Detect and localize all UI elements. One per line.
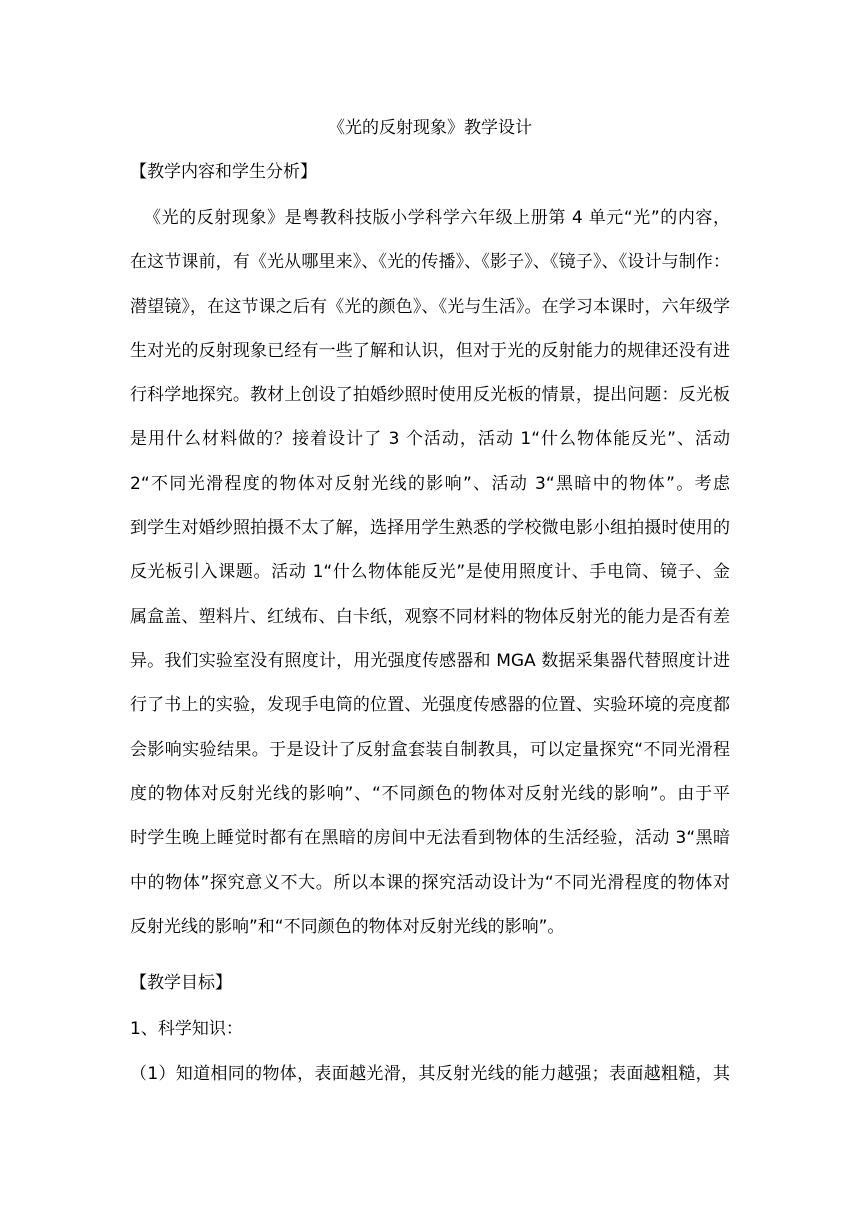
paragraph-line: 是用什么材料做的？接着设计了 3 个活动，活动 1“什么物体能反光”、活动 <box>130 429 730 449</box>
paragraph-line: 会影响实验结果。于是设计了反射盒套装自制教具，可以定量探究“不同光滑程 <box>130 740 730 760</box>
section-heading-teaching-goals: 【教学目标】 <box>130 973 232 993</box>
paragraph-line: 反光板引入课题。活动 1“什么物体能反光”是使用照度计、手电筒、镜子、金 <box>130 562 730 582</box>
paragraph-line: 行科学地探究。教材上创设了拍婚纱照时使用反光板的情景，提出问题：反光板 <box>130 385 730 405</box>
paragraph-line: 2“不同光滑程度的物体对反射光线的影响”、活动 3“黑暗中的物体”。考虑 <box>130 474 730 494</box>
list-subitem-1: （1）知道相同的物体，表面越光滑，其反射光线的能力越强；表面越粗糙，其 <box>130 1064 730 1084</box>
paragraph-line: 生对光的反射现象已经有一些了解和认识，但对于光的反射能力的规律还没有进 <box>130 341 730 361</box>
paragraph-line: 反射光线的影响”和“不同颜色的物体对反射光线的影响”。 <box>130 917 565 937</box>
paragraph-line: 属盒盖、塑料片、红绒布、白卡纸，观察不同材料的物体反射光的能力是否有差 <box>130 607 730 627</box>
paragraph-line: 潜望镜》，在这节课之后有《光的颜色》、《光与生活》。在学习本课时，六年级学 <box>130 297 730 317</box>
section-heading-content-analysis: 【教学内容和学生分析】 <box>130 162 317 182</box>
paragraph-line: 在这节课前，有《光从哪里来》、《光的传播》、《影子》、《镜子》、《设计与制作： <box>130 252 730 272</box>
paragraph-line: 《光的反射现象》是粤教科技版小学科学六年级上册第 4 单元“光”的内容， <box>144 208 730 228</box>
paragraph-line: 异。我们实验室没有照度计，用光强度传感器和 MGA 数据采集器代替照度计进 <box>130 651 730 671</box>
document-title: 《光的反射现象》教学设计 <box>328 118 532 138</box>
paragraph-line: 中的物体”探究意义不大。所以本课的探究活动设计为“不同光滑程度的物体对 <box>130 873 730 893</box>
paragraph-line: 行了书上的实验，发现手电筒的位置、光强度传感器的位置、实验环境的亮度都 <box>130 695 730 715</box>
paragraph-line: 时学生晚上睡觉时都有在黑暗的房间中无法看到物体的生活经验，活动 3“黑暗 <box>130 828 730 848</box>
paragraph-line: 度的物体对反射光线的影响”、“不同颜色的物体对反射光线的影响”。由于平 <box>130 784 730 804</box>
paragraph-line: 到学生对婚纱照拍摄不太了解，选择用学生熟悉的学校微电影小组拍摄时使用的 <box>130 518 730 538</box>
list-item-science-knowledge: 1、科学知识： <box>130 1019 243 1039</box>
